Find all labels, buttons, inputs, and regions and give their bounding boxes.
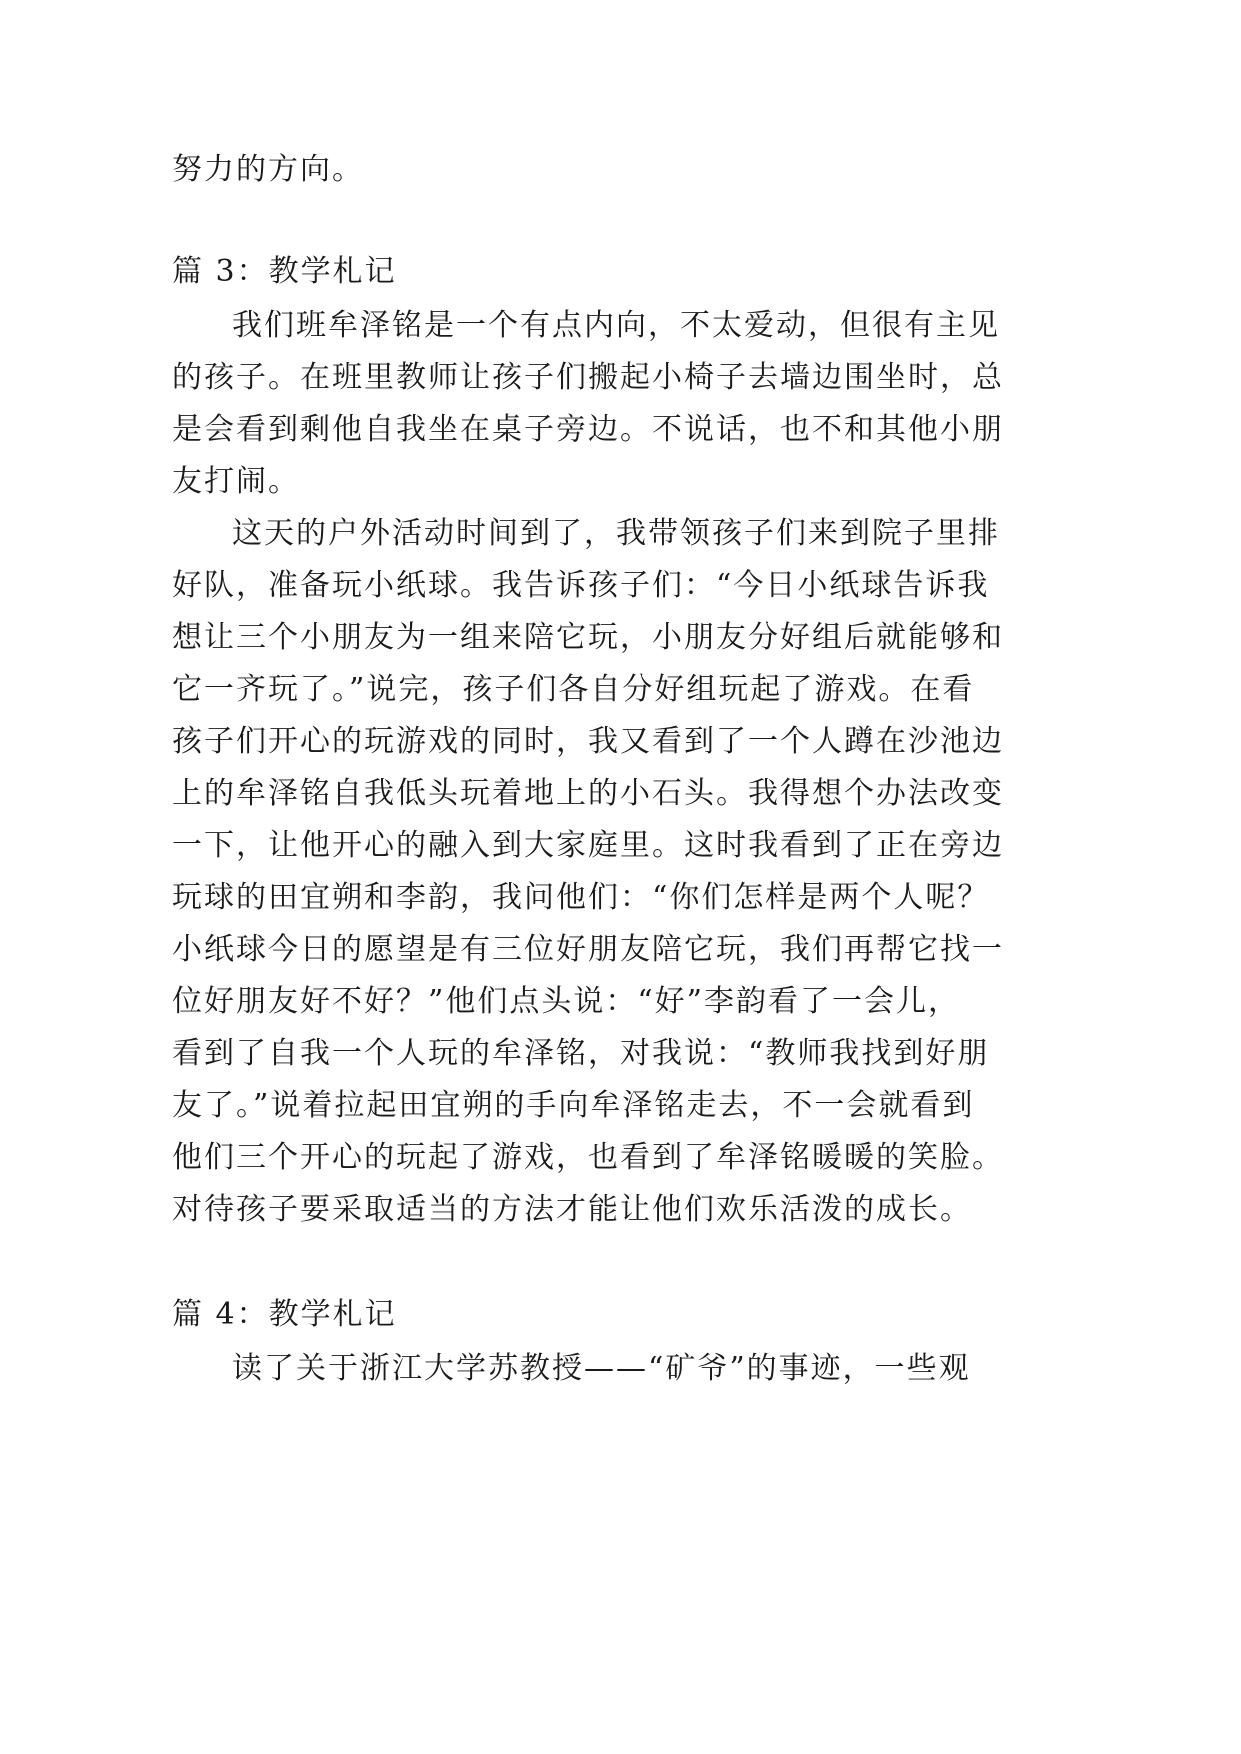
text-line: 他们三个开心的玩起了游戏，也看到了牟泽铭暖暖的笑脸。 (172, 1140, 1004, 1175)
text-line: 想让三个小朋友为一组来陪它玩，小朋友分好组后就能够和 (172, 620, 1004, 655)
paragraph-first-line: 我们班牟泽铭是一个有点内向，不太爱动，但很有主见 (232, 308, 1000, 343)
text-line: 一下，让他开心的融入到大家庭里。这时我看到了正在旁边 (172, 828, 1004, 863)
text-line: 努力的方向。 (172, 152, 364, 187)
section-heading: 篇 4：教学札记 (172, 1297, 397, 1332)
text-line: 它一齐玩了。”说完，孩子们各自分好组玩起了游戏。在看 (172, 672, 975, 707)
text-line: 好队，准备玩小纸球。我告诉孩子们：“今日小纸球告诉我 (172, 568, 990, 603)
text-line: 友打闹。 (172, 464, 300, 499)
paragraph-first-line: 读了关于浙江大学苏教授——“矿爷”的事迹，一些观 (232, 1351, 971, 1386)
text-line: 是会看到剩他自我坐在桌子旁边。不说话，也不和其他小朋 (172, 412, 1004, 447)
text-line: 小纸球今日的愿望是有三位好朋友陪它玩，我们再帮它找一 (172, 932, 1004, 967)
text-line: 看到了自我一个人玩的牟泽铭，对我说：“教师我找到好朋 (172, 1036, 990, 1071)
paragraph-first-line: 这天的户外活动时间到了，我带领孩子们来到院子里排 (232, 516, 1000, 551)
text-line: 位好朋友好不好？”他们点头说：“好”李韵看了一会儿， (172, 984, 961, 1019)
text-line: 上的牟泽铭自我低头玩着地上的小石头。我得想个办法改变 (172, 776, 1004, 811)
text-line: 友了。”说着拉起田宜朔的手向牟泽铭走去，不一会就看到 (172, 1088, 975, 1123)
text-line: 玩球的田宜朔和李韵，我问他们：“你们怎样是两个人呢？ (172, 880, 990, 915)
text-line: 对待孩子要采取适当的方法才能让他们欢乐活泼的成长。 (172, 1192, 972, 1227)
text-line: 孩子们开心的玩游戏的同时，我又看到了一个人蹲在沙池边 (172, 724, 1004, 759)
text-line: 的孩子。在班里教师让孩子们搬起小椅子去墙边围坐时，总 (172, 360, 1004, 395)
section-heading: 篇 3：教学札记 (172, 254, 397, 289)
